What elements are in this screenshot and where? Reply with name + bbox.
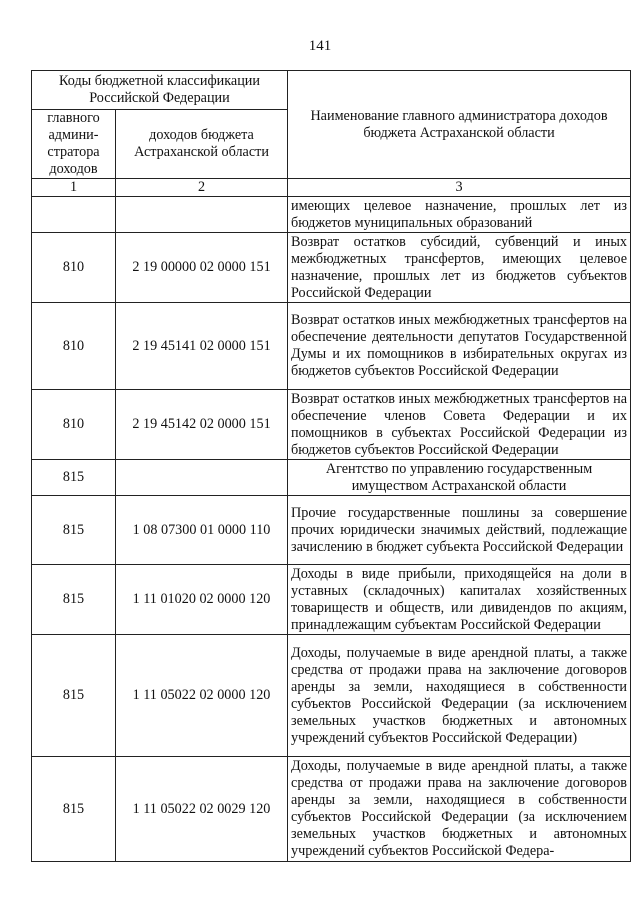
revenue-code [116, 197, 288, 233]
table-row [32, 390, 631, 460]
revenue-code: 1 11 05022 02 0029 120 [116, 757, 288, 862]
column-numbers-row [32, 179, 631, 197]
header-main-admin: главного админи-стратора доходов [32, 110, 116, 179]
revenue-name: Возврат остатков иных межбюджетных трансфертов на обеспечение деятельности депутатов Государственной Думы и их помощников в избирательных округах из бюджетов субъектов Российской Федерации [288, 303, 631, 390]
revenue-code: 2 19 45142 02 0000 151 [116, 390, 288, 460]
table-row [32, 233, 631, 303]
admin-code: 815 [32, 496, 116, 565]
admin-code [32, 197, 116, 233]
revenue-name: имеющих целевое назначение, прошлых лет из бюджетов муниципальных образований [288, 197, 631, 233]
table-row [32, 460, 631, 496]
revenue-name: Возврат остатков иных межбюджетных трансфертов на обеспечение членов Совета Федерации и их помощников в субъектах Российской Федерации из бюджетов субъектов Российской Федерации [288, 390, 631, 460]
table-row [32, 635, 631, 757]
agency-name: Агентство по управлению государственным имуществом Астраханской области [288, 460, 631, 496]
revenue-code: 2 19 00000 02 0000 151 [116, 233, 288, 303]
header-row-top [32, 71, 631, 110]
header-budget-revenue: доходов бюджета Астраханской области [116, 110, 288, 179]
revenue-name: Прочие государственные пошлины за совершение прочих юридически значимых действий, подлежащие зачислению в бюджет субъекта Российской Федерации [288, 496, 631, 565]
admin-code: 810 [32, 303, 116, 390]
admin-code: 810 [32, 233, 116, 303]
revenue-code: 1 11 05022 02 0000 120 [116, 635, 288, 757]
table-row [32, 496, 631, 565]
column-number: 2 [116, 179, 288, 197]
table-row [32, 565, 631, 635]
table-row [32, 303, 631, 390]
header-admin-name: Наименование главного администратора доходов бюджета Астраханской области [288, 71, 631, 179]
column-number: 3 [288, 179, 631, 197]
revenue-code: 1 08 07300 01 0000 110 [116, 496, 288, 565]
table-row [32, 757, 631, 862]
admin-code: 815 [32, 565, 116, 635]
revenue-code: 2 19 45141 02 0000 151 [116, 303, 288, 390]
column-number: 1 [32, 179, 116, 197]
revenue-code: 1 11 01020 02 0000 120 [116, 565, 288, 635]
revenue-name: Доходы, получаемые в виде арендной платы, а также средства от продажи права на заключение договоров аренды за земли, находящиеся в собственности субъектов Российской Федерации (за исключением земельных участков бюджетных и автономных учреждений субъектов Российской Федера- [288, 757, 631, 862]
header-codes-group: Коды бюджетной классификации Российской Федерации [32, 71, 288, 110]
revenue-name: Доходы, получаемые в виде арендной платы, а также средства от продажи права на заключение договоров аренды за земли, находящиеся в собственности субъектов Российской Федерации (за исключением земельных участков бюджетных и автономных учреждений субъектов Российской Федерации) [288, 635, 631, 757]
admin-code: 810 [32, 390, 116, 460]
revenue-name: Возврат остатков субсидий, субвенций и иных межбюджетных трансфертов, имеющих целевое назначение, прошлых лет из бюджетов субъектов Российской Федерации [288, 233, 631, 303]
budget-classification-table [31, 70, 631, 862]
revenue-code [116, 460, 288, 496]
revenue-name: Доходы в виде прибыли, приходящейся на доли в уставных (складочных) капиталах хозяйственных товариществ и обществ, или дивидендов по акциям, принадлежащим субъектам Российской Федерации [288, 565, 631, 635]
admin-code: 815 [32, 635, 116, 757]
admin-code: 815 [32, 460, 116, 496]
table-row [32, 197, 631, 233]
page-number: 141 [308, 38, 332, 54]
admin-code: 815 [32, 757, 116, 862]
